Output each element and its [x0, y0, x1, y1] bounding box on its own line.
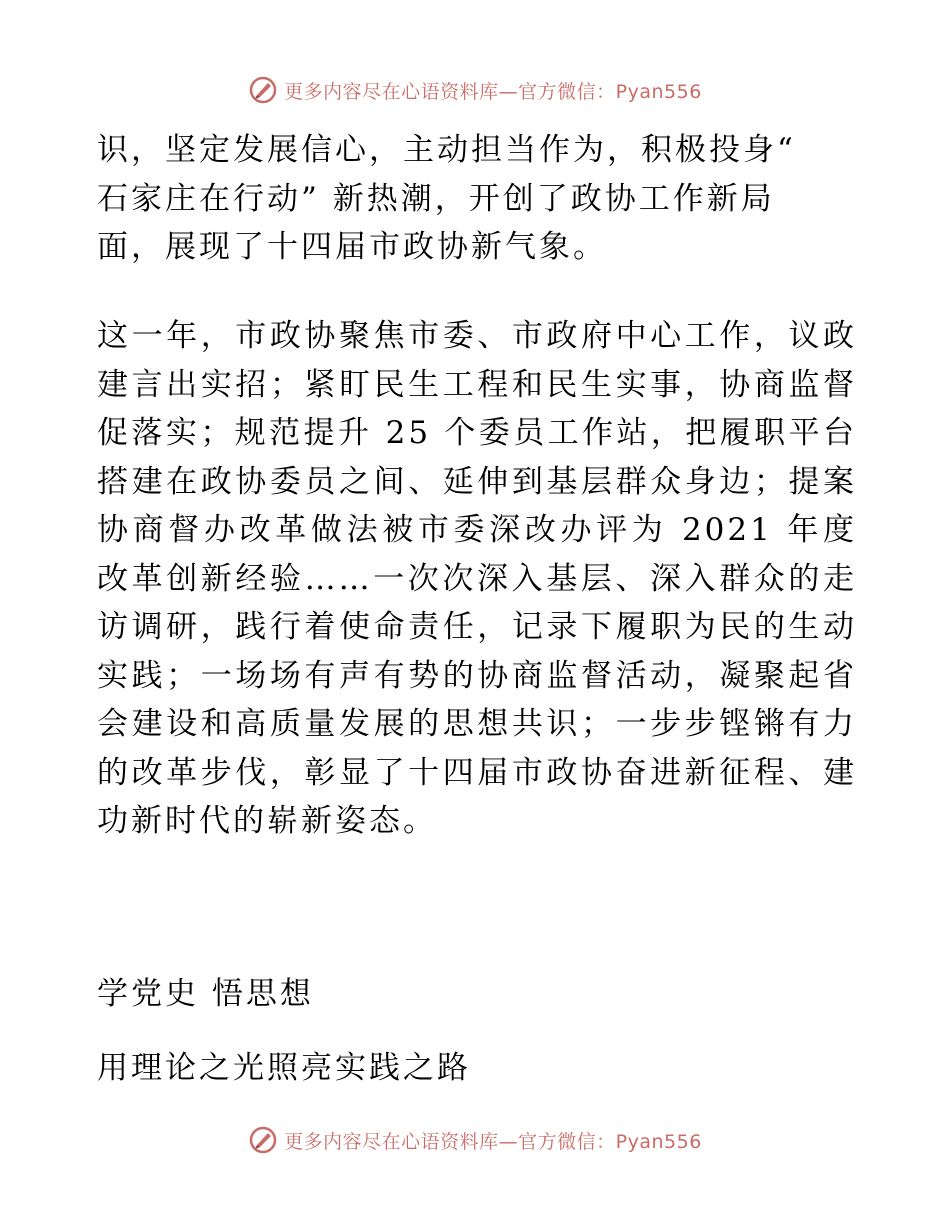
header-watermark	[0, 70, 950, 110]
brand-logo-icon	[248, 75, 278, 105]
brand-logo-icon	[248, 1125, 278, 1155]
watermark-text: 更多内容尽在心语资料库—官方微信：Pyan556	[284, 1130, 702, 1153]
footer-watermark	[0, 1120, 950, 1160]
paragraph-line: 面，展现了十四届市政协新气象。	[97, 229, 607, 265]
section-subheading: 用理论之光照亮实践之路	[97, 1050, 471, 1086]
paragraph-line: 石家庄在行动” 新热潮，开创了政协工作新局	[97, 180, 775, 217]
paragraph-line: 识，坚定发展信心，主动担当作为，积极投身“	[97, 132, 796, 168]
section-heading: 学党史 悟思想	[97, 976, 314, 1012]
paragraph-continuation	[97, 126, 857, 272]
paragraph-year-review: 这一年，市政协聚焦市委、市政府中心工作，议政建言出实招；紧盯民生工程和民生实事，协商监督促落实；规范提升 25 个委员工作站，把履职平台搭建在政协委员之间、延伸到基层群众身边；提案协商督办改革做法被市委深改办评为 2021 年度改革创新经验……一次次深入基层、深入群众的走访调研，践行着使命责任，记录下履职为民的生动实践；一场场有声有势的协商监督活动，凝聚起省会建设和高质量发展的思想共识；一步步铿锵有力的改革步伐，彰显了十四届市政协奋进新征程、建功新时代的崭新姿态。	[97, 318, 857, 839]
watermark-text: 更多内容尽在心语资料库—官方微信：Pyan556	[284, 80, 702, 103]
